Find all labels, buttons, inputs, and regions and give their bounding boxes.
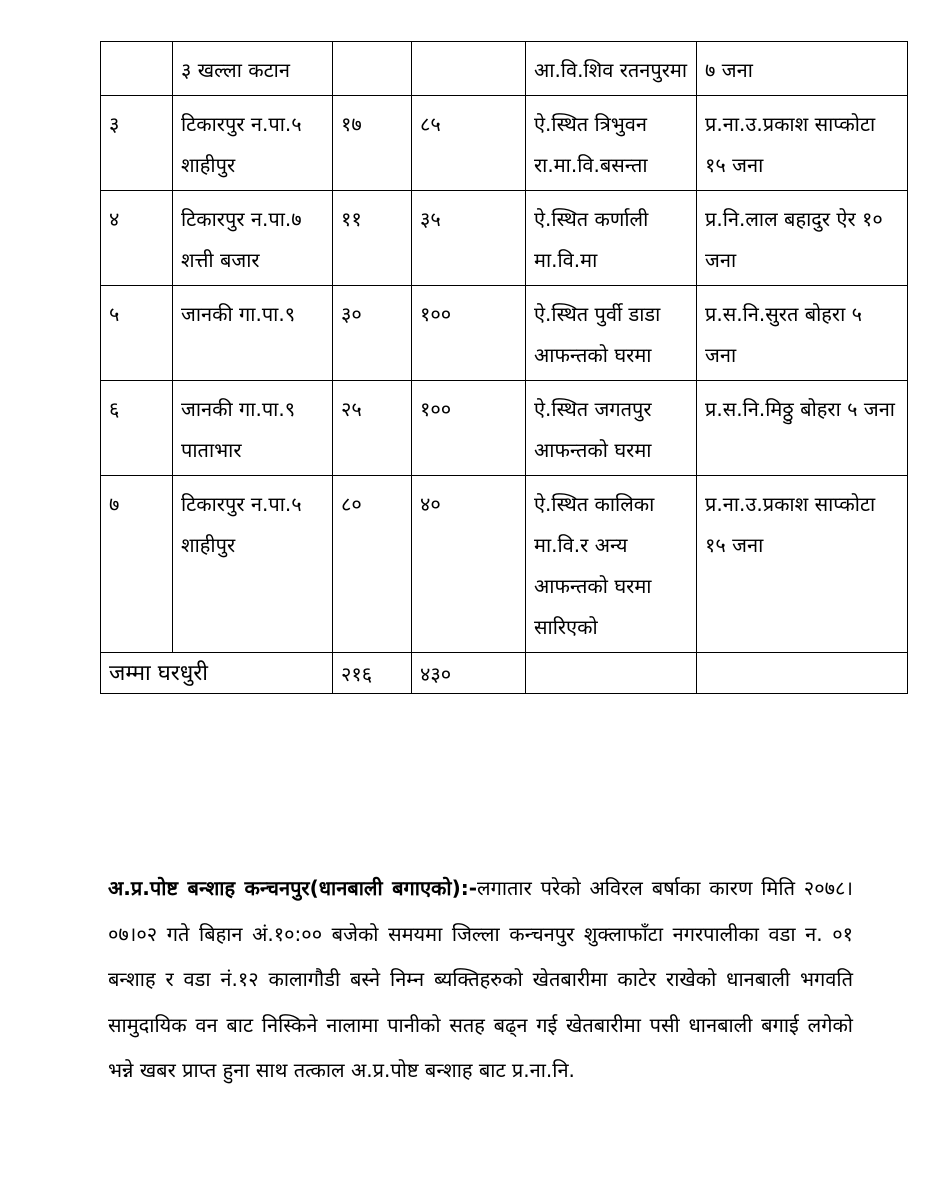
relief-table bbox=[100, 41, 908, 694]
families-cell bbox=[333, 42, 412, 96]
total-row bbox=[101, 653, 908, 694]
shelter-cell: आ.वि.शिव रतनपुरमा bbox=[526, 42, 697, 96]
table-row bbox=[101, 96, 908, 191]
table-row bbox=[101, 191, 908, 286]
shelter-cell: ऐ.स्थित जगतपुर आफन्तको घरमा bbox=[526, 381, 697, 476]
table-row bbox=[101, 286, 908, 381]
place-cell: टिकारपुर न.पा.५ शाहीपुर bbox=[173, 476, 333, 653]
shelter-cell: ऐ.स्थित पुर्वी डाडा आफन्तको घरमा bbox=[526, 286, 697, 381]
incident-body: लगातार परेको अविरल बर्षाका कारण मिति २०७८।०७।०२ गते बिहान अं.१०:०० बजेको समयमा जिल्ला कन्चनपुर शुक्लाफाँटा नगरपालीका वडा न. ०१ बन्शाह र वडा नं.१२ कालागौडी बस्ने निम्न ब्यक्तिहरुको खेतबारीमा काटेर राखेको धानबाली भगवति सामुदायिक वन बाट निस्किने नालामा पानीको सतह बढ्न गई खेतबारीमा पसी धानबाली बगाई लगेको भन्ने खबर प्राप्त हुना साथ तत्काल अ.प्र.पोष्ट बन्शाह बाट प्र.ना.नि. bbox=[108, 876, 853, 1082]
families-cell: ८० bbox=[333, 476, 412, 653]
incident-paragraph bbox=[108, 866, 853, 1094]
shelter-cell: ऐ.स्थित त्रिभुवन रा.मा.वि.बसन्ता bbox=[526, 96, 697, 191]
families-cell: ११ bbox=[333, 191, 412, 286]
people-cell: ८५ bbox=[412, 96, 526, 191]
people-cell: १०० bbox=[412, 286, 526, 381]
empty-cell bbox=[526, 653, 697, 694]
shelter-cell: ऐ.स्थित कालिका मा.वि.र अन्य आफन्तको घरमा सारिएको bbox=[526, 476, 697, 653]
serial-cell: ५ bbox=[101, 286, 173, 381]
families-cell: ३० bbox=[333, 286, 412, 381]
people-cell: १०० bbox=[412, 381, 526, 476]
families-cell: १७ bbox=[333, 96, 412, 191]
place-cell: जानकी गा.पा.९ पाताभार bbox=[173, 381, 333, 476]
serial-cell: ७ bbox=[101, 476, 173, 653]
incident-heading: अ.प्र.पोष्ट बन्शाह कन्चनपुर(धानबाली बगाएको):- bbox=[108, 876, 478, 900]
team-cell: प्र.ना.उ.प्रकाश साप्कोटा १५ जना bbox=[697, 476, 908, 653]
team-cell: ७ जना bbox=[697, 42, 908, 96]
serial-cell: ३ bbox=[101, 96, 173, 191]
table-row bbox=[101, 381, 908, 476]
serial-cell: ६ bbox=[101, 381, 173, 476]
people-cell: ३५ bbox=[412, 191, 526, 286]
people-cell bbox=[412, 42, 526, 96]
serial-cell bbox=[101, 42, 173, 96]
serial-cell: ४ bbox=[101, 191, 173, 286]
place-cell: टिकारपुर न.पा.५ शाहीपुर bbox=[173, 96, 333, 191]
people-cell: ४० bbox=[412, 476, 526, 653]
place-cell: ३ खल्ला कटान bbox=[173, 42, 333, 96]
families-cell: २५ bbox=[333, 381, 412, 476]
team-cell: प्र.ना.उ.प्रकाश साप्कोटा १५ जना bbox=[697, 96, 908, 191]
team-cell: प्र.स.नि.सुरत बोहरा ५ जना bbox=[697, 286, 908, 381]
empty-cell bbox=[697, 653, 908, 694]
total-label: जम्मा घरधुरी bbox=[101, 653, 333, 694]
total-people: ४३० bbox=[412, 653, 526, 694]
shelter-cell: ऐ.स्थित कर्णाली मा.वि.मा bbox=[526, 191, 697, 286]
place-cell: टिकारपुर न.पा.७ शत्ती बजार bbox=[173, 191, 333, 286]
table-row bbox=[101, 476, 908, 653]
table-row bbox=[101, 42, 908, 96]
total-families: २१६ bbox=[333, 653, 412, 694]
team-cell: प्र.स.नि.मिठ्ठु बोहरा ५ जना bbox=[697, 381, 908, 476]
team-cell: प्र.नि.लाल बहादुर ऐर १० जना bbox=[697, 191, 908, 286]
place-cell: जानकी गा.पा.९ bbox=[173, 286, 333, 381]
